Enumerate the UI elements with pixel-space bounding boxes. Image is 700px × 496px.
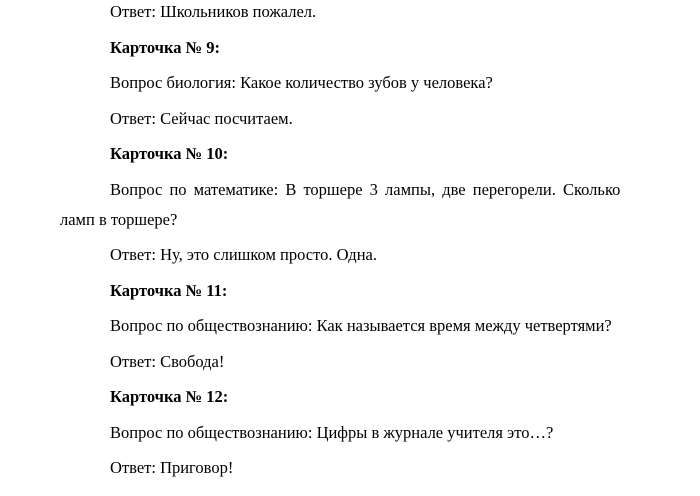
answer-text: Ответ: Сейчас посчитаем.: [110, 108, 293, 128]
card-heading: [60, 382, 690, 412]
paragraph-question: [60, 418, 690, 448]
paragraph-question: [60, 311, 690, 341]
card-heading: [60, 276, 690, 306]
answer-text: Ответ: Ну, это слишком просто. Одна.: [110, 245, 377, 264]
question-text-line-1: Вопрос по математике: В торшере 3 лампы, две перегорели. Сколько: [110, 179, 621, 199]
answer-text: Ответ: Свобода!: [110, 351, 225, 371]
answer-text: Ответ: Приговор!: [110, 458, 234, 477]
card-heading: [60, 33, 690, 63]
paragraph-answer: [60, 240, 690, 270]
question-text: Вопрос по обществознанию: Цифры в журнале учителя это…?: [110, 422, 554, 442]
question-text: Вопрос биология: Какое количество зубов у человека?: [110, 73, 493, 92]
paragraph-answer: [60, 347, 690, 377]
paragraph-answer: [60, 104, 690, 134]
card-heading-text: Карточка № 12:: [110, 387, 229, 406]
card-heading-text: Карточка № 9:: [110, 37, 221, 57]
card-heading-text: Карточка № 10:: [110, 144, 229, 163]
card-heading: [60, 139, 690, 169]
paragraph-answer: [60, 0, 690, 27]
answer-text: Ответ: Школьников пожалел.: [110, 2, 317, 21]
question-text-line-2: ламп в торшере?: [60, 209, 178, 229]
paragraph-question: [60, 175, 690, 235]
question-text: Вопрос по обществознанию: Как называется время между четвертями?: [110, 316, 612, 335]
paragraph-answer: [60, 453, 690, 483]
paragraph-question: [60, 68, 690, 98]
card-heading-text: Карточка № 11:: [110, 280, 228, 300]
